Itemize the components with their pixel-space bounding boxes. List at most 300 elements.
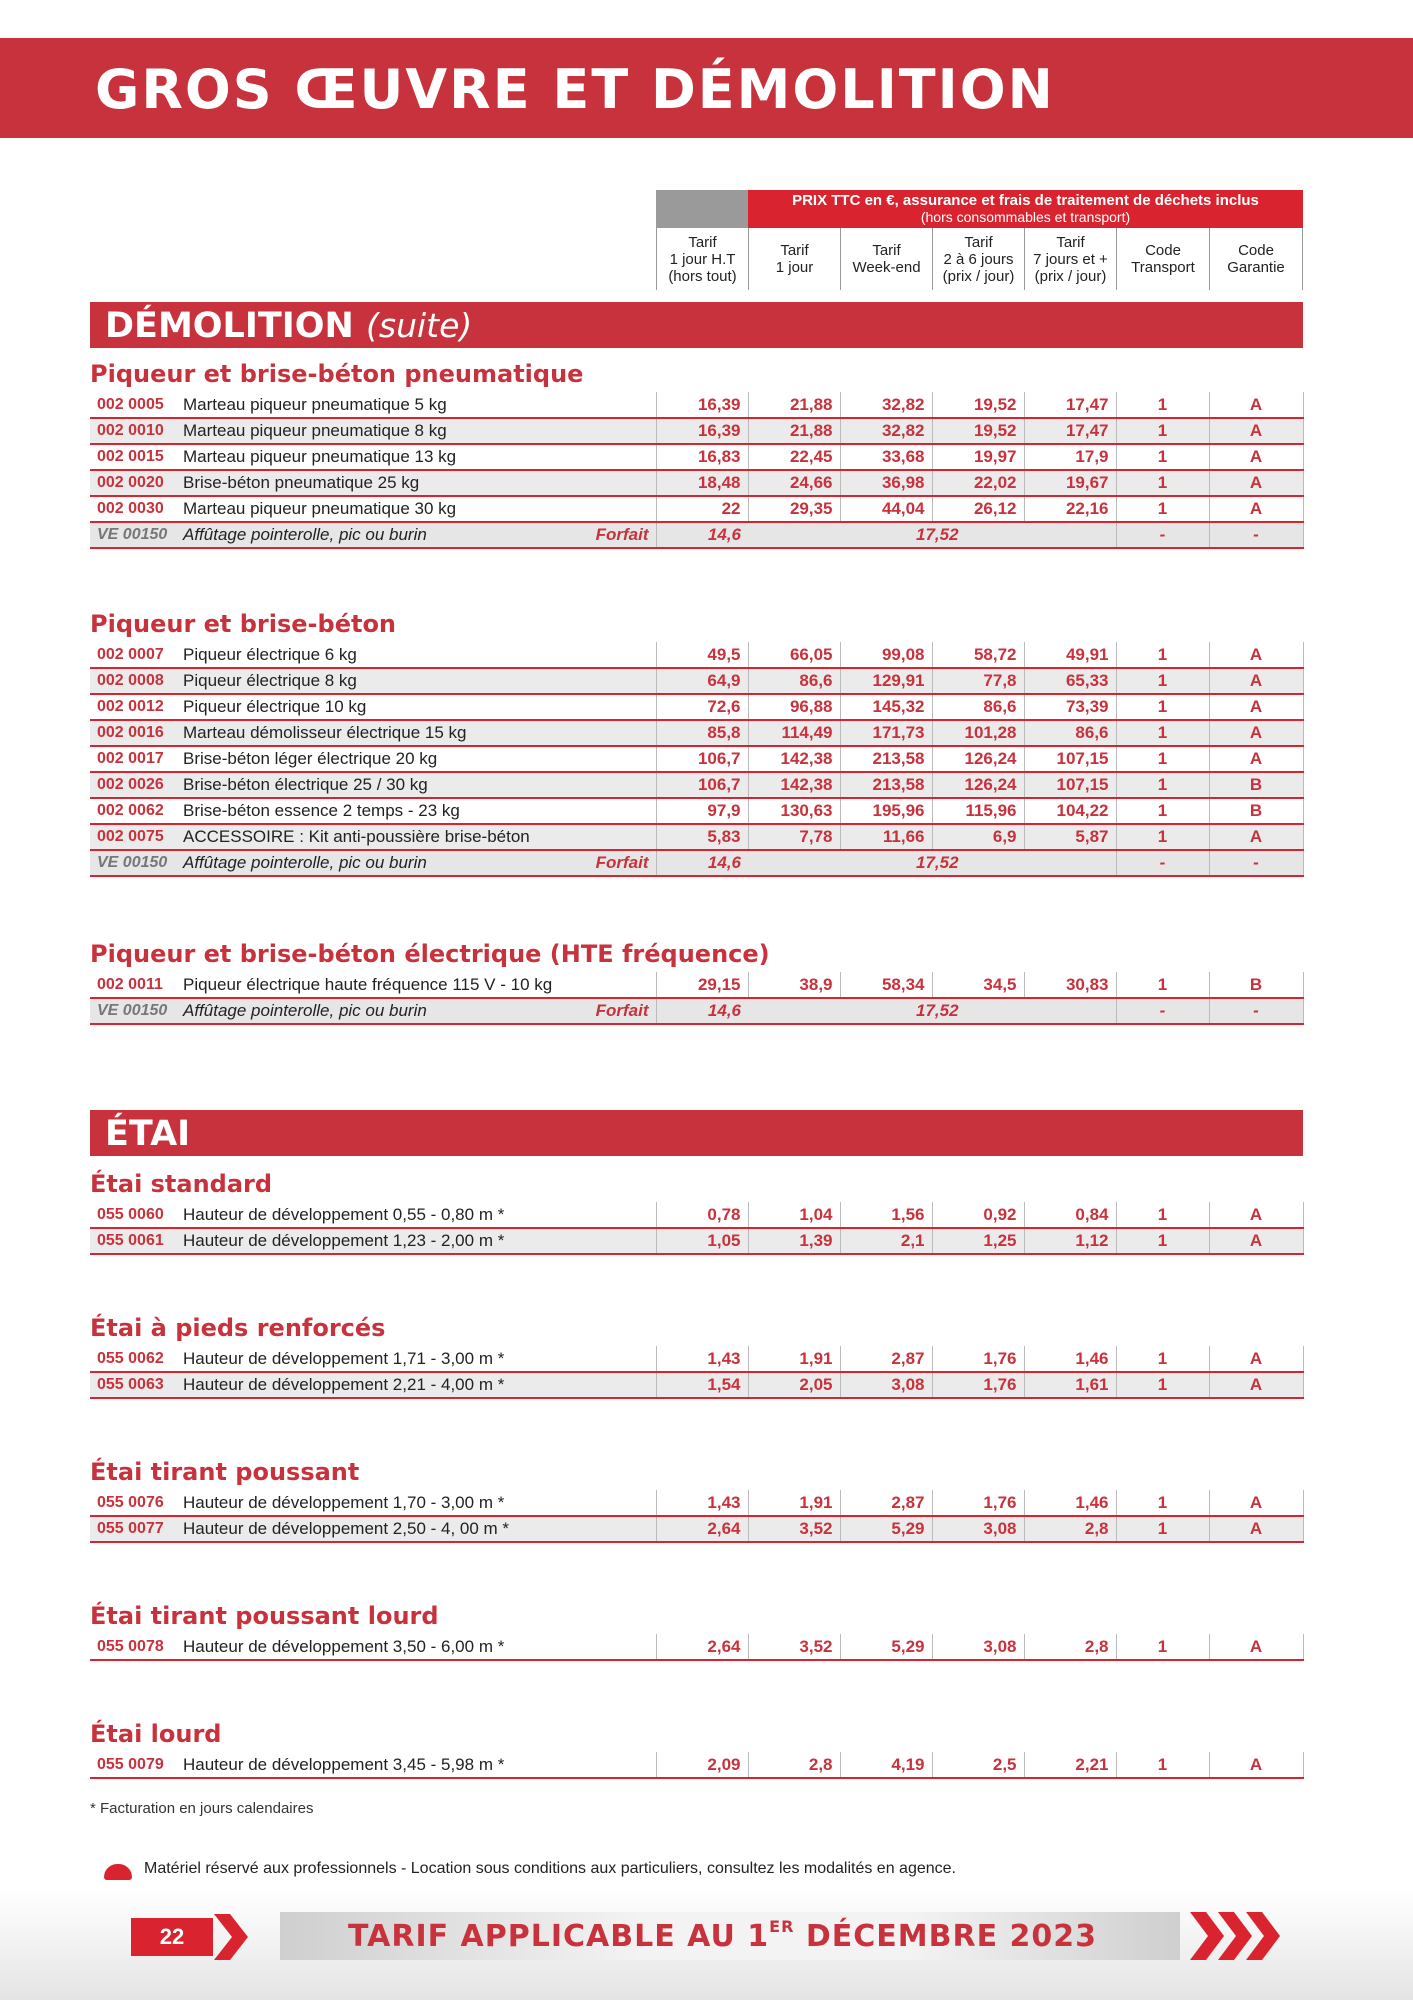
price-table xyxy=(90,642,1304,877)
header-column-line: (prix / jour) xyxy=(942,267,1015,285)
table-row xyxy=(90,972,1303,998)
price-cell: 1,05 xyxy=(656,1228,748,1254)
price-cell: 36,98 xyxy=(840,470,932,496)
price-cell: 32,82 xyxy=(840,392,932,418)
header-columns xyxy=(656,228,1303,290)
header-column-line: Tarif xyxy=(1056,233,1085,251)
code-garantie: A xyxy=(1209,496,1303,522)
product-label: Hauteur de développement 1,71 - 3,00 m * xyxy=(176,1346,656,1372)
product-label: Hauteur de développement 2,21 - 4,00 m * xyxy=(176,1372,656,1398)
price-cell: 213,58 xyxy=(840,746,932,772)
price-cell: 106,7 xyxy=(656,746,748,772)
code-transport: 1 xyxy=(1116,694,1209,720)
price-cell: 145,32 xyxy=(840,694,932,720)
service-row xyxy=(90,850,1303,876)
page-title-banner xyxy=(0,38,1413,138)
price-cell: 2,64 xyxy=(656,1516,748,1542)
code-transport: 1 xyxy=(1116,1372,1209,1398)
code-garantie: A xyxy=(1209,642,1303,668)
price-cell: 19,52 xyxy=(932,392,1024,418)
pro-notice: Matériel réservé aux professionnels - Location sous conditions aux particuliers, consultez les modalités en agence. xyxy=(144,1860,956,1877)
price-cell: 114,49 xyxy=(748,720,840,746)
product-label: Hauteur de développement 1,23 - 2,00 m * xyxy=(176,1228,656,1254)
code-transport: 1 xyxy=(1116,668,1209,694)
product-label: Brise-béton pneumatique 25 kg xyxy=(176,470,656,496)
table-row xyxy=(90,1228,1303,1254)
service-label: Affûtage pointerolle, pic ou burin Forfait xyxy=(176,522,656,548)
price-cell: 129,91 xyxy=(840,668,932,694)
price-cell: 58,34 xyxy=(840,972,932,998)
price-cell: 115,96 xyxy=(932,798,1024,824)
header-column-line: Code xyxy=(1238,242,1274,259)
product-label: ACCESSOIRE : Kit anti-poussière brise-béton xyxy=(176,824,656,850)
code-garantie: A xyxy=(1209,1372,1303,1398)
product-label: Piqueur électrique 10 kg xyxy=(176,694,656,720)
price-cell: 22 xyxy=(656,496,748,522)
price-cell: 1,46 xyxy=(1024,1490,1116,1516)
code-transport: - xyxy=(1116,522,1209,548)
price-cell: 19,97 xyxy=(932,444,1024,470)
price-cell: 16,39 xyxy=(656,418,748,444)
section-title-suffix: (suite) xyxy=(366,306,473,345)
price-cell: 11,66 xyxy=(840,824,932,850)
price-cell: 21,88 xyxy=(748,418,840,444)
table-row xyxy=(90,1516,1303,1542)
price-cell: 72,6 xyxy=(656,694,748,720)
price-cell: 86,6 xyxy=(1024,720,1116,746)
price-cell: 64,9 xyxy=(656,668,748,694)
tarif-date xyxy=(348,1917,1097,1954)
price-cell: 2,1 xyxy=(840,1228,932,1254)
price-cell: 1,91 xyxy=(748,1346,840,1372)
price-cell-forfait: 17,52 xyxy=(748,850,1116,876)
code-garantie: A xyxy=(1209,1516,1303,1542)
forfait-label: Forfait xyxy=(595,525,649,544)
price-cell: 18,48 xyxy=(656,470,748,496)
price-cell: 142,38 xyxy=(748,772,840,798)
service-row xyxy=(90,998,1303,1024)
price-cell: 1,12 xyxy=(1024,1228,1116,1254)
service-code: VE 00150 xyxy=(90,850,176,876)
table-row xyxy=(90,1346,1303,1372)
product-label: Hauteur de développement 1,70 - 3,00 m * xyxy=(176,1490,656,1516)
code-garantie: - xyxy=(1209,522,1303,548)
price-cell: 66,05 xyxy=(748,642,840,668)
product-label: Hauteur de développement 3,50 - 6,00 m * xyxy=(176,1634,656,1660)
price-cell: 97,9 xyxy=(656,798,748,824)
header-column-label xyxy=(776,242,814,276)
header-column-line: 1 jour xyxy=(775,259,814,276)
product-label: Brise-béton électrique 25 / 30 kg xyxy=(176,772,656,798)
price-cell: 3,52 xyxy=(748,1516,840,1542)
price-cell: 58,72 xyxy=(932,642,1024,668)
price-cell: 126,24 xyxy=(932,772,1024,798)
page-title: GROS ŒUVRE ET DÉMOLITION xyxy=(95,58,1055,121)
price-cell: 1,04 xyxy=(748,1202,840,1228)
code-garantie: A xyxy=(1209,1346,1303,1372)
header-column-line: 7 jours et + xyxy=(1033,250,1108,268)
code-garantie: B xyxy=(1209,972,1303,998)
code-transport: 1 xyxy=(1116,972,1209,998)
product-code: 055 0076 xyxy=(90,1490,176,1516)
header-column xyxy=(1024,228,1116,290)
price-cell: 2,5 xyxy=(932,1752,1024,1778)
price-cell: 213,58 xyxy=(840,772,932,798)
helmet-icon xyxy=(104,1864,132,1880)
code-transport: - xyxy=(1116,998,1209,1024)
price-cell: 16,83 xyxy=(656,444,748,470)
price-cell: 17,9 xyxy=(1024,444,1116,470)
price-cell: 5,29 xyxy=(840,1634,932,1660)
price-table xyxy=(90,1490,1304,1543)
price-cell: 1,25 xyxy=(932,1228,1024,1254)
table-row xyxy=(90,694,1303,720)
table-row xyxy=(90,470,1303,496)
service-label: Affûtage pointerolle, pic ou burin Forfait xyxy=(176,850,656,876)
code-transport: 1 xyxy=(1116,772,1209,798)
product-code: 055 0078 xyxy=(90,1634,176,1660)
code-transport: 1 xyxy=(1116,1516,1209,1542)
code-garantie: A xyxy=(1209,1634,1303,1660)
prix-ttc-sublabel: (hors consommables et transport) xyxy=(920,209,1131,225)
product-label: Piqueur électrique 6 kg xyxy=(176,642,656,668)
table-row xyxy=(90,824,1303,850)
tarif-text-main: TARIF APPLICABLE AU 1 xyxy=(348,1919,770,1954)
header-column-line: Tarif xyxy=(688,233,717,251)
code-transport: 1 xyxy=(1116,798,1209,824)
product-code: 002 0075 xyxy=(90,824,176,850)
header-column xyxy=(840,228,932,290)
table-row xyxy=(90,1634,1303,1660)
price-cell: 65,33 xyxy=(1024,668,1116,694)
header-column xyxy=(748,228,840,290)
table-row xyxy=(90,642,1303,668)
code-garantie: - xyxy=(1209,850,1303,876)
forfait-label: Forfait xyxy=(595,1001,649,1020)
price-cell: 0,92 xyxy=(932,1202,1024,1228)
code-transport: 1 xyxy=(1116,1634,1209,1660)
prix-ttc-banner xyxy=(748,190,1303,228)
price-cell: 1,54 xyxy=(656,1372,748,1398)
product-label: Hauteur de développement 3,45 - 5,98 m * xyxy=(176,1752,656,1778)
code-transport: 1 xyxy=(1116,1228,1209,1254)
header-column-line: Week-end xyxy=(852,259,921,276)
prix-ttc-label: PRIX TTC en €, assurance et frais de traitement de déchets inclus xyxy=(792,192,1259,209)
price-cell: 171,73 xyxy=(840,720,932,746)
price-cell: 1,61 xyxy=(1024,1372,1116,1398)
product-label: Marteau piqueur pneumatique 30 kg xyxy=(176,496,656,522)
price-cell: 3,08 xyxy=(840,1372,932,1398)
code-transport: 1 xyxy=(1116,720,1209,746)
price-cell: 1,76 xyxy=(932,1346,1024,1372)
price-cell: 2,8 xyxy=(1024,1516,1116,1542)
code-transport: 1 xyxy=(1116,642,1209,668)
price-cell: 96,88 xyxy=(748,694,840,720)
code-transport: - xyxy=(1116,850,1209,876)
product-code: 002 0015 xyxy=(90,444,176,470)
product-code: 002 0016 xyxy=(90,720,176,746)
price-cell: 6,9 xyxy=(932,824,1024,850)
product-label: Piqueur électrique haute fréquence 115 V - 10 kg xyxy=(176,972,656,998)
code-garantie: A xyxy=(1209,470,1303,496)
price-cell: 99,08 xyxy=(840,642,932,668)
price-cell: 86,6 xyxy=(748,668,840,694)
price-table xyxy=(90,1634,1304,1661)
price-cell: 5,87 xyxy=(1024,824,1116,850)
code-transport: 1 xyxy=(1116,1752,1209,1778)
price-cell: 2,8 xyxy=(1024,1634,1116,1660)
group-title: Étai standard xyxy=(90,1170,273,1198)
product-code: 002 0030 xyxy=(90,496,176,522)
header-grey-cell xyxy=(656,190,748,228)
price-cell: 1,91 xyxy=(748,1490,840,1516)
price-cell: 86,6 xyxy=(932,694,1024,720)
page-number: 22 xyxy=(131,1918,213,1956)
code-garantie: A xyxy=(1209,444,1303,470)
price-cell: 1,46 xyxy=(1024,1346,1116,1372)
price-cell: 77,8 xyxy=(932,668,1024,694)
service-code: VE 00150 xyxy=(90,998,176,1024)
product-label: Marteau démolisseur électrique 15 kg xyxy=(176,720,656,746)
code-garantie: A xyxy=(1209,668,1303,694)
price-cell: 2,09 xyxy=(656,1752,748,1778)
table-row xyxy=(90,798,1303,824)
price-cell: 38,9 xyxy=(748,972,840,998)
price-cell: 3,52 xyxy=(748,1634,840,1660)
header-column-line: Tarif xyxy=(964,233,993,251)
tarif-text-end: DÉCEMBRE 2023 xyxy=(794,1919,1098,1954)
price-cell: 142,38 xyxy=(748,746,840,772)
price-cell: 21,88 xyxy=(748,392,840,418)
header-column-line: Code xyxy=(1145,242,1181,259)
table-row xyxy=(90,1202,1303,1228)
price-cell: 1,43 xyxy=(656,1346,748,1372)
price-cell: 44,04 xyxy=(840,496,932,522)
price-cell: 49,91 xyxy=(1024,642,1116,668)
price-cell: 22,45 xyxy=(748,444,840,470)
product-code: 002 0020 xyxy=(90,470,176,496)
code-garantie: B xyxy=(1209,798,1303,824)
price-cell: 17,47 xyxy=(1024,418,1116,444)
price-cell: 19,67 xyxy=(1024,470,1116,496)
group-title: Piqueur et brise-béton xyxy=(90,610,397,638)
product-label: Marteau piqueur pneumatique 5 kg xyxy=(176,392,656,418)
price-cell: 2,87 xyxy=(840,1346,932,1372)
section-title: ÉTAI xyxy=(105,1114,191,1154)
code-garantie: - xyxy=(1209,998,1303,1024)
price-cell: 101,28 xyxy=(932,720,1024,746)
price-cell: 2,05 xyxy=(748,1372,840,1398)
code-garantie: A xyxy=(1209,824,1303,850)
code-garantie: A xyxy=(1209,1490,1303,1516)
price-cell: 0,84 xyxy=(1024,1202,1116,1228)
code-transport: 1 xyxy=(1116,824,1209,850)
group-title: Étai à pieds renforcés xyxy=(90,1314,386,1342)
price-cell: 19,52 xyxy=(932,418,1024,444)
price-cell: 1,56 xyxy=(840,1202,932,1228)
price-cell: 2,8 xyxy=(748,1752,840,1778)
price-cell: 2,87 xyxy=(840,1490,932,1516)
section-title: DÉMOLITION (suite) xyxy=(105,306,473,346)
product-code: 002 0011 xyxy=(90,972,176,998)
price-cell: 22,02 xyxy=(932,470,1024,496)
price-table xyxy=(90,1202,1304,1255)
price-table xyxy=(90,972,1304,1025)
header-column-line: Tarif xyxy=(872,242,901,259)
price-cell: 85,8 xyxy=(656,720,748,746)
code-garantie: A xyxy=(1209,418,1303,444)
product-label: Marteau piqueur pneumatique 8 kg xyxy=(176,418,656,444)
product-label: Hauteur de développement 2,50 - 4, 00 m * xyxy=(176,1516,656,1542)
table-row xyxy=(90,720,1303,746)
header-column-label xyxy=(668,234,736,285)
price-cell: 1,43 xyxy=(656,1490,748,1516)
group-title: Étai lourd xyxy=(90,1720,222,1748)
price-cell: 0,78 xyxy=(656,1202,748,1228)
header-column-line: Garantie xyxy=(1227,259,1285,276)
product-code: 055 0063 xyxy=(90,1372,176,1398)
product-label: Marteau piqueur pneumatique 13 kg xyxy=(176,444,656,470)
price-table xyxy=(90,392,1304,549)
product-label: Brise-béton essence 2 temps - 23 kg xyxy=(176,798,656,824)
footnote: * Facturation en jours calendaires xyxy=(90,1800,314,1817)
header-column-line: (hors tout) xyxy=(668,267,737,285)
price-cell: 16,39 xyxy=(656,392,748,418)
product-label: Brise-béton léger électrique 20 kg xyxy=(176,746,656,772)
price-cell: 14,6 xyxy=(656,998,748,1024)
product-code: 002 0005 xyxy=(90,392,176,418)
header-column xyxy=(1209,228,1303,290)
service-row xyxy=(90,522,1303,548)
product-code: 002 0026 xyxy=(90,772,176,798)
table-row xyxy=(90,1752,1303,1778)
price-cell: 14,6 xyxy=(656,522,748,548)
product-code: 055 0077 xyxy=(90,1516,176,1542)
price-cell: 34,5 xyxy=(932,972,1024,998)
table-row xyxy=(90,1490,1303,1516)
code-garantie: A xyxy=(1209,1752,1303,1778)
service-code: VE 00150 xyxy=(90,522,176,548)
code-garantie: A xyxy=(1209,746,1303,772)
tarif-text-sup: ER xyxy=(769,1917,795,1936)
product-label: Piqueur électrique 8 kg xyxy=(176,668,656,694)
table-row xyxy=(90,746,1303,772)
header-column-line: 2 à 6 jours xyxy=(943,250,1014,268)
price-cell: 2,21 xyxy=(1024,1752,1116,1778)
table-row xyxy=(90,496,1303,522)
header-column xyxy=(1116,228,1209,290)
price-cell: 5,83 xyxy=(656,824,748,850)
price-cell: 4,19 xyxy=(840,1752,932,1778)
code-transport: 1 xyxy=(1116,470,1209,496)
price-cell: 195,96 xyxy=(840,798,932,824)
price-cell: 1,39 xyxy=(748,1228,840,1254)
price-cell: 24,66 xyxy=(748,470,840,496)
code-garantie: A xyxy=(1209,1228,1303,1254)
price-cell: 49,5 xyxy=(656,642,748,668)
code-transport: 1 xyxy=(1116,1490,1209,1516)
forfait-label: Forfait xyxy=(595,853,649,872)
product-code: 055 0079 xyxy=(90,1752,176,1778)
code-transport: 1 xyxy=(1116,496,1209,522)
price-cell: 17,47 xyxy=(1024,392,1116,418)
product-code: 055 0061 xyxy=(90,1228,176,1254)
table-row xyxy=(90,1372,1303,1398)
section-header xyxy=(90,302,1303,348)
product-code: 055 0062 xyxy=(90,1346,176,1372)
price-cell: 14,6 xyxy=(656,850,748,876)
table-row xyxy=(90,772,1303,798)
price-cell: 126,24 xyxy=(932,746,1024,772)
code-transport: 1 xyxy=(1116,444,1209,470)
header-column xyxy=(656,228,748,290)
price-cell: 3,08 xyxy=(932,1634,1024,1660)
chevron-right-icon xyxy=(214,1914,250,1960)
product-code: 002 0012 xyxy=(90,694,176,720)
table-row xyxy=(90,668,1303,694)
price-cell: 1,76 xyxy=(932,1372,1024,1398)
price-cell: 33,68 xyxy=(840,444,932,470)
price-cell: 107,15 xyxy=(1024,746,1116,772)
group-title: Étai tirant poussant lourd xyxy=(90,1602,439,1630)
code-transport: 1 xyxy=(1116,392,1209,418)
product-code: 002 0007 xyxy=(90,642,176,668)
price-cell: 26,12 xyxy=(932,496,1024,522)
service-label: Affûtage pointerolle, pic ou burin Forfait xyxy=(176,998,656,1024)
code-transport: 1 xyxy=(1116,1202,1209,1228)
group-title: Étai tirant poussant xyxy=(90,1458,360,1486)
code-garantie: B xyxy=(1209,772,1303,798)
header-column-label xyxy=(1227,242,1285,276)
header-column-line: 1 jour H.T xyxy=(669,250,736,268)
price-cell: 1,76 xyxy=(932,1490,1024,1516)
section-header xyxy=(90,1110,1303,1156)
header-column-label xyxy=(852,242,920,276)
price-cell: 22,16 xyxy=(1024,496,1116,522)
price-cell: 7,78 xyxy=(748,824,840,850)
price-cell-forfait: 17,52 xyxy=(748,998,1116,1024)
price-cell: 2,64 xyxy=(656,1634,748,1660)
table-row xyxy=(90,392,1303,418)
header-column-line: (prix / jour) xyxy=(1034,267,1107,285)
price-cell: 32,82 xyxy=(840,418,932,444)
price-cell: 73,39 xyxy=(1024,694,1116,720)
table-row xyxy=(90,444,1303,470)
product-code: 002 0008 xyxy=(90,668,176,694)
price-cell: 130,63 xyxy=(748,798,840,824)
code-garantie: A xyxy=(1209,720,1303,746)
header-column-label xyxy=(943,234,1015,285)
header-column-label xyxy=(1033,234,1108,285)
price-cell: 106,7 xyxy=(656,772,748,798)
product-label: Hauteur de développement 0,55 - 0,80 m * xyxy=(176,1202,656,1228)
price-cell-forfait: 17,52 xyxy=(748,522,1116,548)
code-garantie: A xyxy=(1209,694,1303,720)
group-title: Piqueur et brise-béton pneumatique xyxy=(90,360,584,388)
price-cell: 30,83 xyxy=(1024,972,1116,998)
header-column-label xyxy=(1131,242,1195,276)
group-title: Piqueur et brise-béton électrique (HTE fréquence) xyxy=(90,940,770,968)
price-cell: 5,29 xyxy=(840,1516,932,1542)
product-code: 055 0060 xyxy=(90,1202,176,1228)
price-cell: 107,15 xyxy=(1024,772,1116,798)
code-garantie: A xyxy=(1209,392,1303,418)
triple-chevron-icon xyxy=(1190,1912,1286,1960)
price-cell: 104,22 xyxy=(1024,798,1116,824)
header-column xyxy=(932,228,1024,290)
product-code: 002 0010 xyxy=(90,418,176,444)
price-cell: 3,08 xyxy=(932,1516,1024,1542)
